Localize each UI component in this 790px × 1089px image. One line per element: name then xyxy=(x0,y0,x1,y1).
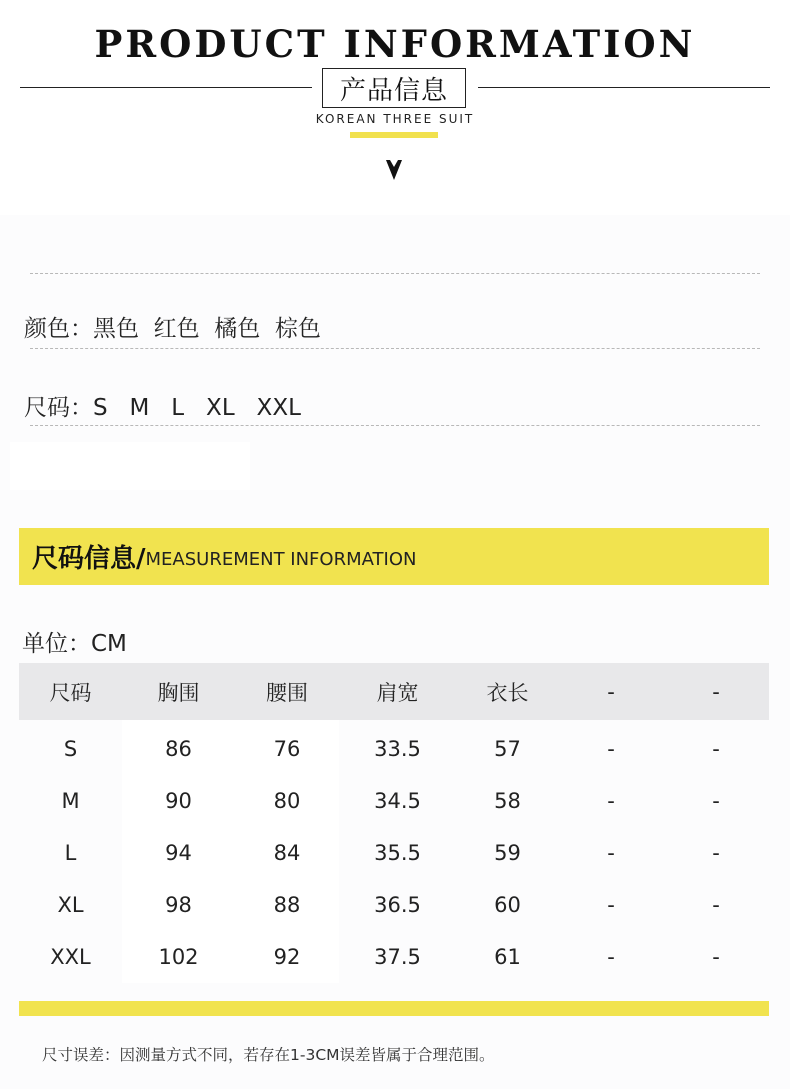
dashed-divider xyxy=(30,273,760,274)
subtitle-underline xyxy=(350,132,438,138)
measurement-band xyxy=(19,528,769,585)
color-values: 黑色 红色 橘色 棕色 xyxy=(93,316,321,342)
size-table xyxy=(19,663,769,983)
subtitle: KOREAN THREE SUIT xyxy=(315,112,475,126)
size-label: 尺码： xyxy=(24,395,93,421)
table-cell: 37.5 xyxy=(374,945,421,969)
table-cell: - xyxy=(607,841,615,865)
dashed-divider xyxy=(30,425,760,426)
table-cell: 94 xyxy=(122,827,235,879)
table-cell: 80 xyxy=(235,775,339,827)
table-row xyxy=(19,775,769,827)
header-cell: - xyxy=(559,663,663,720)
table-cell: - xyxy=(712,841,720,865)
table-cell: - xyxy=(607,893,615,917)
unit-label: 单位：CM xyxy=(22,631,127,657)
header-cell: 腰围 xyxy=(235,663,339,720)
band-title-en: MEASUREMENT INFORMATION xyxy=(145,549,417,570)
table-cell: 86 xyxy=(122,720,235,775)
blank-block xyxy=(10,442,250,490)
header-cell: 胸围 xyxy=(122,663,235,720)
table-cell: 92 xyxy=(235,931,339,983)
table-cell: 33.5 xyxy=(374,737,421,761)
color-label: 颜色： xyxy=(24,316,93,342)
size-tolerance-note: 尺寸误差：因测量方式不同，若存在1-3CM误差皆属于合理范围。 xyxy=(42,1046,495,1064)
table-row xyxy=(19,827,769,879)
table-cell: 34.5 xyxy=(374,789,421,813)
table-cell: - xyxy=(712,893,720,917)
table-cell: M xyxy=(61,789,80,813)
table-cell: L xyxy=(64,841,77,865)
table-cell: 36.5 xyxy=(374,893,421,917)
table-row xyxy=(19,931,769,983)
header-cell: - xyxy=(663,663,769,720)
table-cell: 57 xyxy=(494,737,521,761)
divider-right xyxy=(478,87,770,88)
table-cell: 102 xyxy=(122,931,235,983)
header-cell: 衣长 xyxy=(456,663,559,720)
table-cell: - xyxy=(712,945,720,969)
table-row xyxy=(19,879,769,931)
divider-left xyxy=(20,87,312,88)
bottom-accent-bar xyxy=(19,1001,769,1016)
table-cell: - xyxy=(607,737,615,761)
size-values: S M L XL XXL xyxy=(93,395,301,421)
table-cell: 59 xyxy=(494,841,521,865)
table-cell: 88 xyxy=(235,879,339,931)
table-cell: 98 xyxy=(122,879,235,931)
cn-title-box: 产品信息 xyxy=(322,68,466,108)
band-title-cn: 尺码信息/ xyxy=(32,544,146,574)
table-cell: 76 xyxy=(235,720,339,775)
table-cell: 90 xyxy=(122,775,235,827)
table-cell: XL xyxy=(57,893,84,917)
table-cell: - xyxy=(712,737,720,761)
table-cell: XXL xyxy=(50,945,91,969)
product-info-header xyxy=(0,0,790,215)
table-cell: 84 xyxy=(235,827,339,879)
header-cell: 尺码 xyxy=(19,663,122,720)
size-row xyxy=(24,389,301,422)
table-cell: S xyxy=(63,737,78,761)
table-row xyxy=(19,720,769,775)
table-cell: - xyxy=(607,945,615,969)
chevron-notch xyxy=(390,160,398,167)
dashed-divider xyxy=(30,348,760,349)
table-cell: 61 xyxy=(494,945,521,969)
table-cell: 35.5 xyxy=(374,841,421,865)
table-cell: - xyxy=(607,789,615,813)
page-title: PRODUCT INFORMATION xyxy=(94,22,696,66)
table-header-row xyxy=(19,663,769,720)
table-cell: 58 xyxy=(494,789,521,813)
header-cell: 肩宽 xyxy=(339,663,456,720)
table-cell: - xyxy=(712,789,720,813)
table-cell: 60 xyxy=(494,893,521,917)
color-row xyxy=(24,310,321,343)
